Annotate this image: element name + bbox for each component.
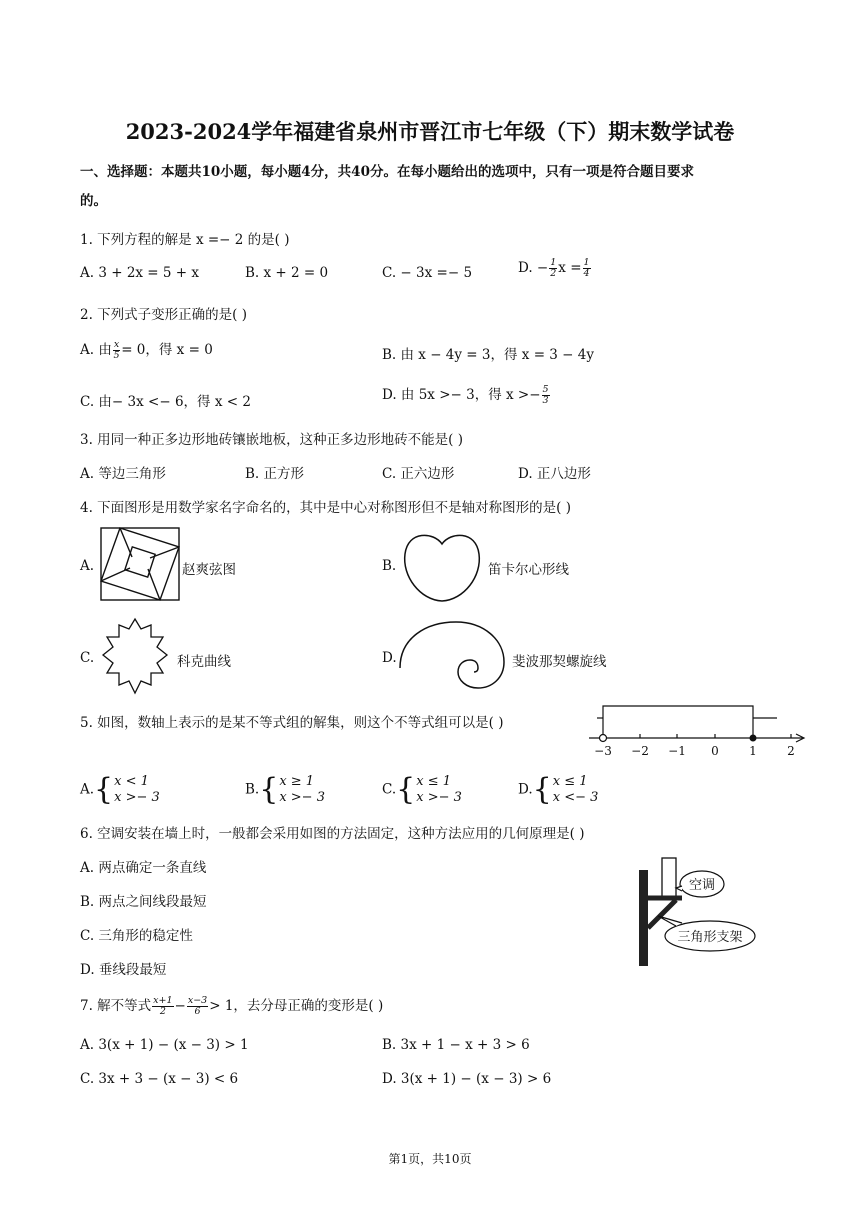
q6-option-a: A. 两点确定一条直线 — [80, 860, 207, 876]
q7-option-a: A. 3(x + 1) − (x − 3) > 1 — [80, 1037, 249, 1053]
q4-option-d-letter: D. — [382, 650, 397, 666]
label-bracket: 三角形支架 — [677, 930, 743, 945]
q1-option-a: A. 3 + 2x = 5 + x — [80, 265, 200, 281]
q7-option-c: C. 3x + 3 − (x − 3) < 6 — [80, 1071, 239, 1087]
tick-label: −2 — [631, 744, 649, 758]
q2-option-b: B. 由 x − 4y = 3，得 x = 3 − 4y — [382, 347, 594, 363]
q2-option-a: A. 由 $\frac{x}{5}$ = 0，得 x = 0 — [80, 339, 213, 361]
q5-stem: 5. 如图，数轴上表示的是某不等式组的解集，则这个不等式组可以是( ) — [80, 715, 504, 731]
page-footer: 第1页，共10页 — [388, 1152, 472, 1166]
q1-stem: 1. 下列方程的解是 x =− 2 的是( ) — [80, 232, 290, 248]
zhao-shuang-diagram — [100, 527, 180, 601]
q2-option-c: C. 由− 3x <− 6，得 x < 2 — [80, 394, 251, 410]
q4-option-b-name: 笛卡尔心形线 — [488, 562, 569, 578]
q3-option-b: B. 正方形 — [245, 466, 305, 482]
q6-stem: 6. 空调安装在墙上时，一般都会采用如图的方法固定，这种方法应用的几何原理是( ) — [80, 826, 585, 842]
tick-label: 1 — [749, 744, 757, 758]
q2-stem: 2. 下列式子变形正确的是( ) — [80, 307, 247, 323]
tick-label: −1 — [668, 744, 686, 758]
q4-stem: 4. 下面图形是用数学家名字命名的，其中是中心对称图形但不是轴对称图形的是( ) — [80, 500, 571, 516]
tick-label: 0 — [711, 744, 719, 758]
ac-bracket-diagram — [636, 856, 758, 970]
q3-option-a: A. 等边三角形 — [80, 466, 166, 482]
q7-option-b: B. 3x + 1 − x + 3 > 6 — [382, 1037, 530, 1053]
cardioid-curve — [402, 528, 482, 604]
q7-option-d: D. 3(x + 1) − (x − 3) > 6 — [382, 1071, 552, 1087]
section-header-cont: 的。 — [80, 193, 107, 209]
closed-point — [750, 735, 757, 742]
q3-option-d: D. 正八边形 — [518, 466, 591, 482]
open-point — [600, 735, 607, 742]
q5-option-d: D. { x ≤ 1 x <− 3 — [518, 772, 599, 807]
q1-option-d: D. − $\frac{1}{2}$ x = $\frac{1}{4}$ — [518, 257, 590, 279]
q4-option-c-letter: C. — [80, 650, 95, 666]
tick-label: −3 — [594, 744, 612, 758]
q6-option-d: D. 垂线段最短 — [80, 962, 167, 978]
tick-label: 2 — [787, 744, 795, 758]
q6-option-c: C. 三角形的稳定性 — [80, 928, 193, 944]
number-line — [585, 700, 810, 762]
q5-option-b: B. { x ≥ 1 x >− 3 — [245, 772, 325, 807]
q3-option-c: C. 正六边形 — [382, 466, 455, 482]
q3-stem: 3. 用同一种正多边形地砖镶嵌地板，这种正多边形地砖不能是( ) — [80, 432, 463, 448]
q4-option-a-name: 赵爽弦图 — [182, 562, 236, 578]
label-ac: 空调 — [688, 878, 716, 893]
q4-option-b-letter: B. — [382, 558, 397, 574]
fibonacci-spiral — [398, 620, 508, 690]
q5-option-c: C. { x ≤ 1 x >− 3 — [382, 772, 462, 807]
q4-option-d-name: 斐波那契螺旋线 — [512, 654, 607, 670]
page-title: 2023-2024学年福建省泉州市晋江市七年级（下）期末数学试卷 — [125, 119, 735, 144]
q6-option-b: B. 两点之间线段最短 — [80, 894, 207, 910]
q1-option-c: C. − 3x =− 5 — [382, 265, 473, 281]
q7-stem: 7. 解不等式 $\frac{x+1}{2}$ − $\frac{x-3}{6}$ > 1，去分母正确的变形是( ) — [80, 995, 384, 1017]
q4-option-a-letter: A. — [80, 558, 95, 574]
q1-option-b: B. x + 2 = 0 — [245, 265, 329, 281]
koch-snowflake — [97, 617, 173, 695]
q2-option-d: D. 由 5x >− 3，得 x >− $\frac{5}{3}$ — [382, 384, 549, 406]
q5-option-a: A. { x < 1 x >− 3 — [80, 772, 160, 807]
q4-option-c-name: 科克曲线 — [177, 654, 231, 670]
section-header: 一、选择题：本题共10小题，每小题4分，共40分。在每小题给出的选项中，只有一项是符合题目要求 — [80, 164, 694, 180]
